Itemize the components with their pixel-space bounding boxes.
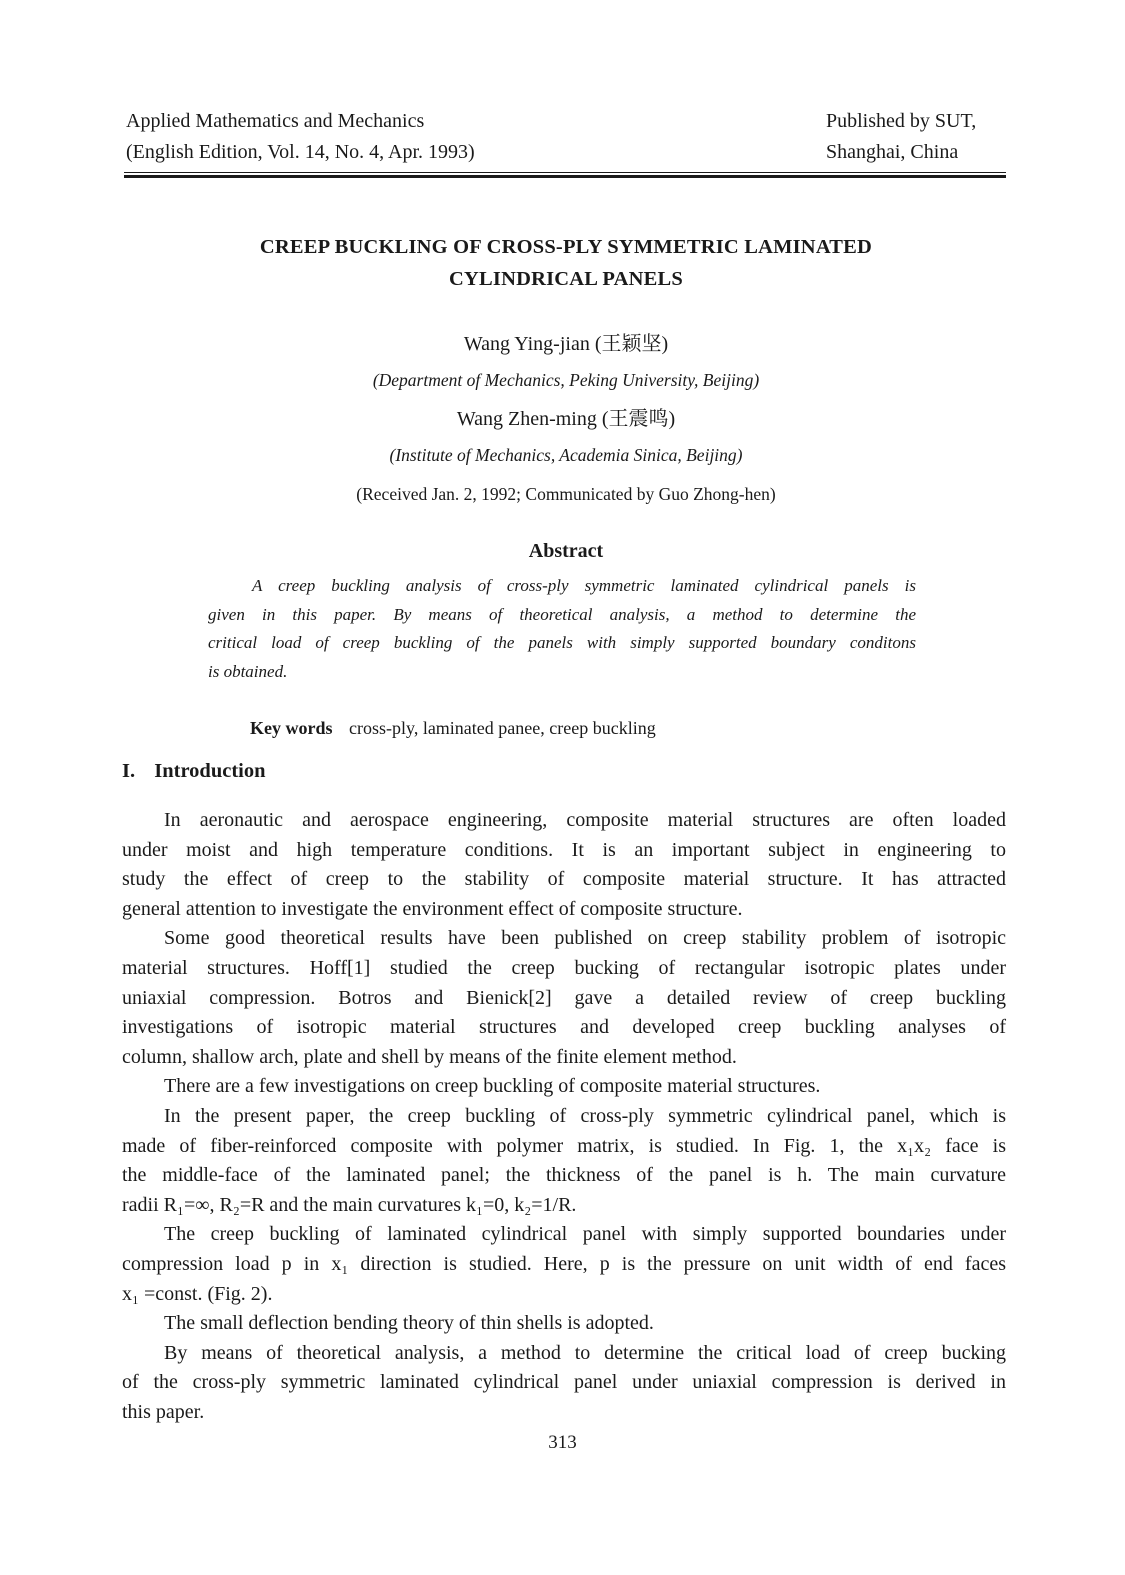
abstract-line: A creep buckling analysis of cross-ply symmetric laminated cylindrical panels is	[252, 576, 916, 595]
publisher-location: Shanghai, China	[826, 141, 959, 163]
journal-info	[126, 106, 475, 168]
paragraph	[122, 1072, 1006, 1102]
paragraph	[122, 806, 1006, 924]
text-line: study the effect of creep to the stability of composite material structure. It has attracted	[122, 868, 1006, 891]
section-title: Introduction	[154, 760, 266, 782]
text-line: radii R₁=∞, R₂=R and the main curvatures k₁=0, k₂=1/R.	[122, 1193, 577, 1216]
header-rule-thin	[124, 172, 1006, 173]
text-line: investigations of isotropic material structures and developed creep buckling analyses of	[122, 1016, 1006, 1039]
text-line: In the present paper, the creep buckling of cross-ply symmetric cylindrical panel, which is	[164, 1104, 1006, 1127]
text-line: of the cross-ply symmetric laminated cylindrical panel under uniaxial compression is derived in	[122, 1371, 1006, 1394]
received-note: (Received Jan. 2, 1992; Communicated by Guo Zhong-hen)	[356, 484, 776, 504]
text-line: The small deflection bending theory of thin shells is adopted.	[164, 1312, 654, 1335]
keywords-text: cross-ply, laminated panee, creep buckling	[349, 718, 656, 738]
paper-title	[126, 231, 1006, 295]
title-line: CYLINDRICAL PANELS	[449, 268, 683, 290]
text-line: compression load p in x₁ direction is studied. Here, p is the pressure on unit width of end faces	[122, 1252, 1006, 1275]
journal-issue: (English Edition, Vol. 14, No. 4, Apr. 1993)	[126, 141, 475, 163]
text-line: material structures. Hoff[1] studied the creep bucking of rectangular isotropic plates under	[122, 956, 1006, 979]
text-line: Some good theoretical results have been published on creep stability problem of isotropic	[164, 927, 1006, 950]
text-line: the middle-face of the laminated panel; the thickness of the panel is h. The main curvature	[122, 1164, 1006, 1187]
text-line: column, shallow arch, plate and shell by means of the finite element method.	[122, 1045, 737, 1068]
keywords-label: Key words	[250, 718, 333, 738]
abstract-heading: Abstract	[528, 540, 604, 562]
author-affiliation: (Department of Mechanics, Peking University, Beijing)	[372, 370, 760, 390]
body-text	[122, 806, 1006, 1427]
header-rule-thick	[124, 175, 1006, 178]
text-line: The creep buckling of laminated cylindrical panel with simply supported boundaries under	[164, 1223, 1006, 1246]
text-line: made of fiber-reinforced composite with polymer matrix, is studied. In Fig. 1, the x₁x₂ face is	[122, 1134, 1006, 1157]
paragraph	[122, 1220, 1006, 1309]
section-number: I.	[122, 760, 136, 782]
abstract-line: is obtained.	[208, 661, 288, 681]
abstract-line: given in this paper. By means of theoretical analysis, a method to determine the	[208, 604, 916, 624]
section-heading	[122, 760, 266, 783]
text-line: x₁ =const. (Fig. 2).	[122, 1282, 273, 1305]
author-name: Wang Ying-jian (王颖坚)	[463, 333, 669, 355]
publisher-info	[826, 106, 1006, 168]
text-line: this paper.	[122, 1400, 205, 1423]
text-line: There are a few investigations on creep buckling of composite material structures.	[164, 1075, 821, 1098]
keywords	[250, 718, 656, 739]
abstract-text	[208, 572, 916, 686]
text-line: uniaxial compression. Botros and Bienick[2] gave a detailed review of creep buckling	[122, 986, 1006, 1009]
text-line: under moist and high temperature conditions. It is an important subject in engineering to	[122, 838, 1006, 861]
text-line: By means of theoretical analysis, a method to determine the critical load of creep bucking	[164, 1341, 1006, 1364]
page-number: 313	[548, 1432, 577, 1453]
running-header	[126, 106, 1006, 166]
text-line: In aeronautic and aerospace engineering, composite material structures are often loaded	[164, 809, 1006, 831]
publisher-name: Published by SUT,	[826, 110, 977, 132]
title-line: CREEP BUCKLING OF CROSS-PLY SYMMETRIC LAMINATED	[259, 236, 873, 258]
paragraph	[122, 1102, 1006, 1220]
text-line: general attention to investigate the environment effect of composite structure.	[122, 897, 743, 920]
paragraph	[122, 1339, 1006, 1428]
paragraph	[122, 1309, 1006, 1339]
abstract-line: critical load of creep buckling of the panels with simply supported boundary conditons	[208, 633, 916, 653]
author-affiliation: (Institute of Mechanics, Academia Sinica, Beijing)	[389, 445, 743, 465]
author-name: Wang Zhen-ming (王震鸣)	[456, 408, 676, 430]
paragraph	[122, 924, 1006, 1072]
journal-name: Applied Mathematics and Mechanics	[126, 110, 425, 132]
